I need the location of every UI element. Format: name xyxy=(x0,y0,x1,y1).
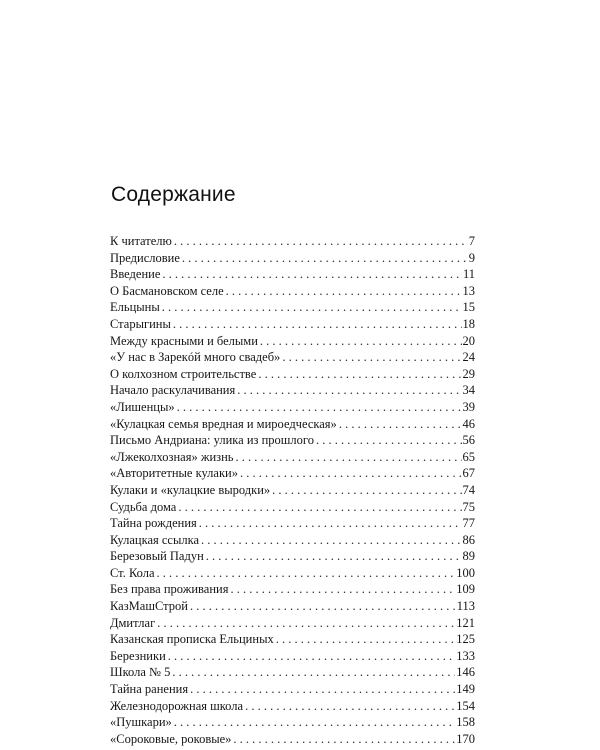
toc-entry xyxy=(110,681,475,698)
toc-entry-page-number: 15 xyxy=(462,300,475,315)
toc-entry xyxy=(110,515,475,532)
toc-entry-page-number: 39 xyxy=(462,399,475,414)
toc-entry xyxy=(110,399,475,416)
toc-entry-page-number: 154 xyxy=(456,698,475,713)
toc-entry xyxy=(110,581,475,598)
toc-entry-page-number: 29 xyxy=(462,366,475,381)
toc-entry-page-number: 9 xyxy=(468,250,475,265)
toc-entry-page-number: 158 xyxy=(456,715,475,730)
toc-entry xyxy=(110,598,475,615)
toc-entry xyxy=(110,333,475,350)
toc-entry-title: Дмитлаг xyxy=(110,615,156,630)
dot-leader xyxy=(233,731,455,748)
dot-leader xyxy=(240,465,462,482)
dot-leader xyxy=(199,515,462,532)
toc-entry-title: «Лжеколхозная» жизнь xyxy=(110,449,234,464)
toc-entry xyxy=(110,482,475,499)
toc-entry xyxy=(110,382,475,399)
dot-leader xyxy=(190,681,455,698)
toc-entry-title: «Сороковые, роковые» xyxy=(110,731,232,746)
toc-entry-page-number: 7 xyxy=(468,234,475,248)
toc-entry xyxy=(110,714,475,731)
toc-entry-page-number: 13 xyxy=(462,283,475,298)
dot-leader xyxy=(226,283,462,300)
toc-entry xyxy=(110,499,475,516)
toc-entry-title: Судьба дома xyxy=(110,499,177,514)
toc-entry xyxy=(110,432,475,449)
toc-entry-page-number: 170 xyxy=(456,731,475,746)
toc-entry-title: Письмо Андриана: улика из прошлого xyxy=(110,433,314,448)
toc-entry-page-number: 121 xyxy=(456,615,475,630)
dot-leader xyxy=(272,482,461,499)
toc-entry-title: «Лишенцы» xyxy=(110,399,175,414)
dot-leader xyxy=(177,399,462,416)
toc-entry xyxy=(110,316,475,333)
toc-entry xyxy=(110,565,475,582)
toc-entry xyxy=(110,266,475,283)
toc-entry-page-number: 125 xyxy=(456,632,475,647)
toc-entry xyxy=(110,731,475,748)
toc-entry-title: Березовый Падун xyxy=(110,549,204,564)
toc-entry-title: Введение xyxy=(110,267,161,282)
toc-entry-title: К читателю xyxy=(110,234,172,248)
dot-leader xyxy=(339,416,462,433)
dot-leader xyxy=(178,499,461,516)
toc-entry-page-number: 113 xyxy=(456,599,475,614)
dot-leader xyxy=(230,581,455,598)
dot-leader xyxy=(206,548,462,565)
toc-entry-page-number: 100 xyxy=(456,565,475,580)
toc-entry-page-number: 67 xyxy=(462,466,475,481)
toc-entry xyxy=(110,233,475,250)
dot-leader xyxy=(173,316,462,333)
toc-entry-page-number: 74 xyxy=(462,482,475,497)
dot-leader xyxy=(174,233,468,250)
toc-entry-page-number: 86 xyxy=(462,532,475,547)
toc-entry-page-number: 34 xyxy=(462,383,475,398)
toc-entry-title: Березники xyxy=(110,648,166,663)
toc-entry-title: Тайна рождения xyxy=(110,516,197,531)
dot-leader xyxy=(245,698,455,715)
toc-entry xyxy=(110,532,475,549)
toc-entry xyxy=(110,648,475,665)
toc-entry xyxy=(110,664,475,681)
dot-leader xyxy=(162,266,462,283)
toc-entry-title: «Пушкари» xyxy=(110,715,172,730)
dot-leader xyxy=(174,714,455,731)
toc-entry-title: «Авторитетные кулаки» xyxy=(110,466,238,481)
toc-entry-page-number: 24 xyxy=(462,350,475,365)
toc-entry xyxy=(110,250,475,267)
dot-leader xyxy=(236,449,462,466)
toc-entry-page-number: 89 xyxy=(462,549,475,564)
toc-entry-title: О Басмановском селе xyxy=(110,283,224,298)
toc-entry-page-number: 149 xyxy=(456,682,475,697)
dot-leader xyxy=(190,598,456,615)
toc-entry-title: Железнодорожная школа xyxy=(110,698,244,713)
toc-entry-page-number: 46 xyxy=(462,416,475,431)
toc-entry xyxy=(110,416,475,433)
toc-entry-title: Тайна ранения xyxy=(110,682,189,697)
toc-entry-page-number: 146 xyxy=(456,665,475,680)
dot-leader xyxy=(172,664,455,681)
dot-leader xyxy=(201,532,461,549)
dot-leader xyxy=(162,299,462,316)
toc-entry xyxy=(110,465,475,482)
dot-leader xyxy=(157,565,456,582)
toc-entry xyxy=(110,299,475,316)
toc-entry xyxy=(110,548,475,565)
toc-entry xyxy=(110,449,475,466)
dot-leader xyxy=(237,382,461,399)
dot-leader xyxy=(316,432,462,449)
toc-entry-page-number: 65 xyxy=(462,449,475,464)
toc-entry-title: Кулаки и «кулацкие выродки» xyxy=(110,482,271,497)
toc-entry-page-number: 18 xyxy=(462,316,475,331)
dot-leader xyxy=(168,648,455,665)
toc-entry-title: «Кулацкая семья вредная и мироедческая» xyxy=(110,416,337,431)
dot-leader xyxy=(260,333,462,350)
toc-entry-page-number: 133 xyxy=(456,648,475,663)
toc-entry-title: Кулацкая ссылка xyxy=(110,532,200,547)
toc-entry-title: Ельцыны xyxy=(110,300,160,315)
toc-entry-page-number: 56 xyxy=(462,433,475,448)
dot-leader xyxy=(157,615,455,632)
toc-entry xyxy=(110,698,475,715)
toc-entry-title: Без права проживания xyxy=(110,582,229,597)
toc-entry-page-number: 77 xyxy=(462,516,475,531)
dot-leader xyxy=(276,631,456,648)
toc-entry xyxy=(110,366,475,383)
toc-entry-title: Ст. Кола xyxy=(110,565,155,580)
toc-entry-page-number: 75 xyxy=(462,499,475,514)
toc-entry-title: Старыгины xyxy=(110,316,171,331)
toc-entry-page-number: 11 xyxy=(462,267,475,282)
dot-leader xyxy=(258,366,461,383)
toc-entry xyxy=(110,349,475,366)
toc-entry-title: Казанская прописка Ельциных xyxy=(110,632,274,647)
toc-entry xyxy=(110,631,475,648)
toc-entry-title: Начало раскулачивания xyxy=(110,383,236,398)
toc-entry-title: Между красными и белыми xyxy=(110,333,258,348)
toc-entry-title: Предисловие xyxy=(110,250,180,265)
table-of-contents xyxy=(110,233,475,747)
dot-leader xyxy=(282,349,461,366)
toc-entry-title: КазМашСтрой xyxy=(110,599,188,614)
toc-entry-title: «У нас в Зарекóй много свадеб» xyxy=(110,350,281,365)
toc-entry xyxy=(110,615,475,632)
page-title: Содержание xyxy=(111,183,236,206)
toc-entry-page-number: 109 xyxy=(456,582,475,597)
dot-leader xyxy=(182,250,468,267)
toc-entry-title: Школа № 5 xyxy=(110,665,171,680)
toc-entry-title: О колхозном строительстве xyxy=(110,366,257,381)
toc-entry xyxy=(110,283,475,300)
toc-entry-page-number: 20 xyxy=(462,333,475,348)
